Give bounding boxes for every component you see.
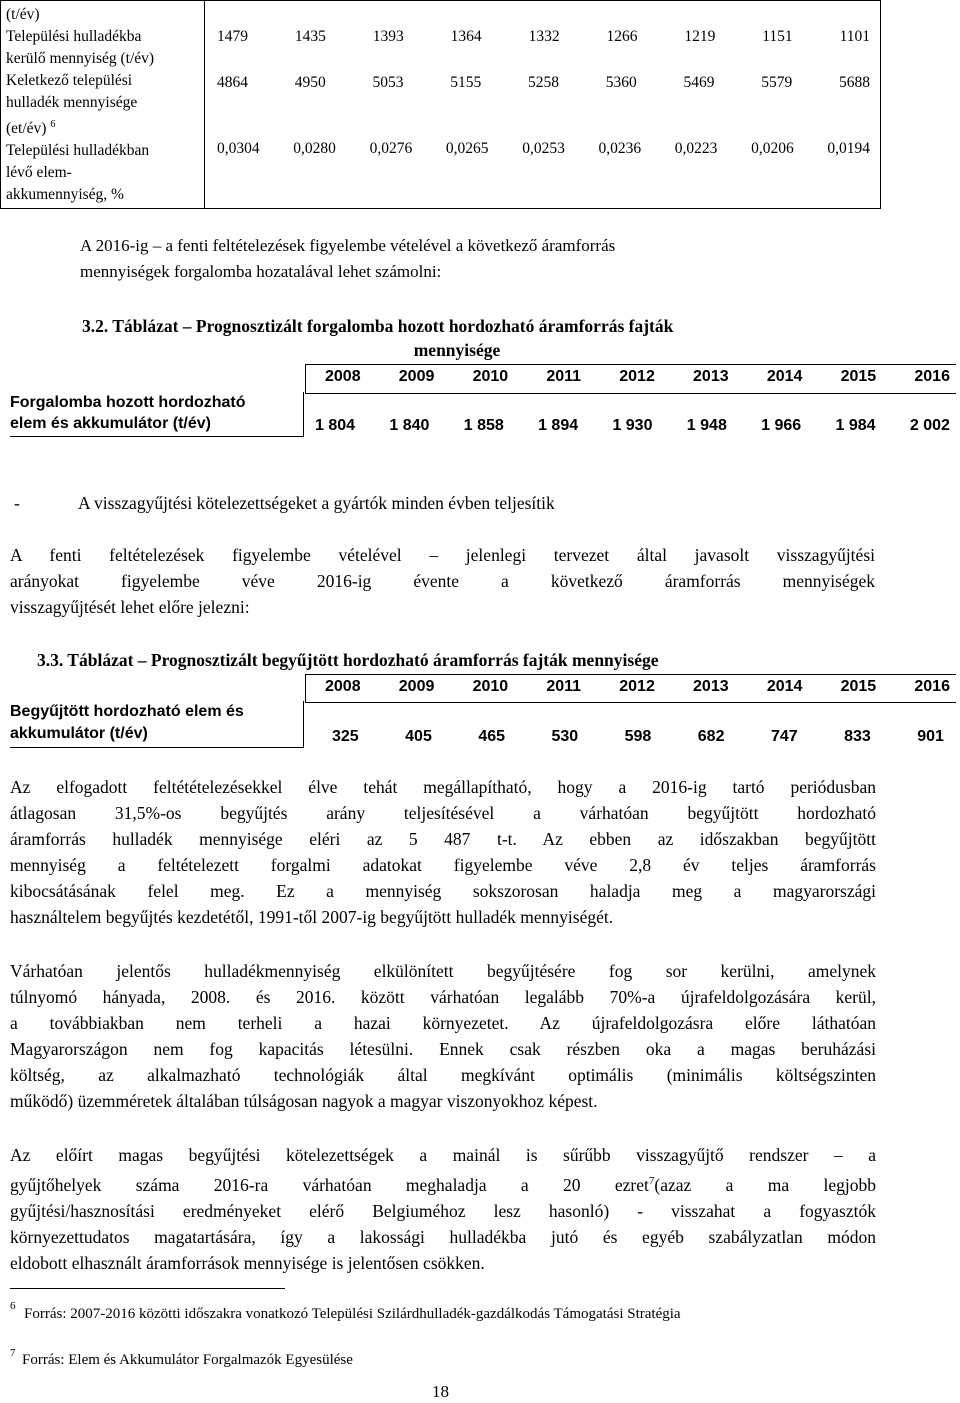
table-row [1,1,881,209]
year: 2013 [693,368,729,385]
year: 2011 [546,678,582,695]
value: 5155 [450,74,482,91]
value: 2 002 [909,417,950,434]
label-line: Települési hulladékban [6,142,150,160]
value: 1 984 [835,417,876,434]
value: 465 [478,728,506,745]
value: 1151 [762,28,793,45]
label-line: akkumennyiség, % [6,186,124,204]
paragraph-recycling [10,958,876,1114]
value: 5579 [761,74,793,91]
text-line: Az előírt magas begyűjtési kötelezettségek a mainál is sűrűbb visszagyűjtő rendszer – a [10,1145,876,1165]
footnote-text: Forrás: 2007-2016 közötti időszakra vonatkozó Települési Szilárdhulladék-gazdálkodás Támogatási Stratégia [24,1306,681,1322]
table-3-2 [10,362,955,440]
values-row [332,728,944,746]
table-3-3 [10,672,955,752]
year: 2014 [766,678,803,695]
value: 0,0280 [293,140,336,157]
caption-line: mennyisége [413,340,501,360]
text-line: környezettudatos magatartására, így a lakossági hulladékba jutó és egyéb szabályzatlan módon [10,1226,876,1247]
text-line: Az elfogadott feltétételezésekkel élve tehát megállapítható, hogy a 2016-ig tartó periódusban [10,777,876,797]
value: 5360 [605,74,637,91]
bullet-item [14,490,814,516]
row-label [10,392,304,437]
year: 2011 [546,368,582,385]
value: 4950 [294,74,326,91]
page-number: 18 [432,1382,449,1401]
label-unit: (t/év) [6,6,40,23]
value: 4864 [217,74,248,91]
text-line: mennyiségek forgalomba hozatalával lehet számolni: [80,262,442,281]
value: 0,0236 [598,140,642,157]
value: 1219 [684,28,716,45]
table-3-2-caption [82,314,832,362]
value: 901 [917,728,944,745]
value: 833 [844,728,871,745]
label-line: lévő elem- [6,164,72,182]
label-line: hulladék mennyisége [6,94,138,111]
value: 325 [332,728,359,745]
value: 1 804 [315,417,356,434]
year: 2016 [914,368,950,385]
year: 2012 [619,678,655,695]
text-line: Várhatóan jelentős hulladékmennyiség elkülönített begyűjtésére fog sor kerülni, amelynek [10,961,876,981]
paragraph-conclusion [10,774,876,930]
value: 5258 [528,74,559,91]
row-label-line: Begyűjtött hordozható elem és [10,703,244,720]
footnote-number: 7 [10,1347,16,1359]
footnote-7 [10,1347,910,1367]
text-line: használtelem begyűjtés kezdetétől, 1991-től 2007-ig begyűjtött hulladék mennyiségét. [10,907,614,927]
value: 1266 [606,28,638,45]
year: 2015 [840,368,877,385]
text-line: gyűjtőhelyek száma 2016-ra várhatóan meghaladja a 20 ezret$^7$(azaz a ma legjobb [10,1174,876,1195]
text-line: túlnyomó hányada, 2008. és 2016. között várhatóan legalább 70%-a újrafeldolgozására kerül, [10,987,876,1007]
text-line: kibocsátásának felel meg. Ez a mennyiség sokszorosan haladja meg a magyarországi [10,881,876,901]
value: 1332 [528,28,560,45]
row-label-line: akkumulátor (t/év) [10,725,148,742]
year: 2012 [619,368,655,385]
year: 2010 [472,678,509,695]
bullet-text: A visszagyűjtési kötelezettségeket a gyártók minden évben teljesítik [78,493,555,513]
value: 0,0276 [369,140,413,157]
value: 0,0253 [522,140,565,157]
value: 0,0194 [827,140,870,157]
value: 598 [624,728,652,745]
intro-paragraph [80,233,870,285]
label-line: kerülő mennyiség (t/év) [6,50,155,67]
text-line: A fenti feltételezések figyelembe vételével – jelenlegi tervezet által javasolt visszagyűjtési [10,545,875,565]
text-line: Magyarországon nem fog kapacitás létesülni. Ennek csak részben oka a magas beruházási [10,1039,876,1059]
footnote-separator [10,1288,285,1289]
value: 530 [551,728,579,745]
value: 1 840 [389,417,430,434]
value: 5469 [683,74,715,91]
year-header [325,368,950,386]
year: 2008 [325,678,361,695]
text-line: A 2016-ig – a fenti feltételezések figyelembe vételével a következő áramforrás [80,236,616,255]
text-line: gyűjtési/hasznosítási eredményeket elérő Belgiuméhoz lesz hasonló) - visszahat a fogyasztók [10,1200,876,1221]
row-label-line: elem és akkumulátor (t/év) [10,415,211,432]
year: 2016 [914,678,950,695]
row-label-line: Forgalomba hozott hordozható [10,394,246,411]
value: 1 948 [686,417,727,434]
value: 405 [405,728,432,745]
year: 2010 [472,368,509,385]
value: 5688 [839,74,870,91]
value: 1 930 [612,417,653,434]
value: 1364 [450,28,482,45]
text-line: költség, az alkalmazható technológiák által megkívánt optimális (minimális költségszinten [10,1065,876,1085]
values-row-hulladekba [205,28,880,46]
label-line: Keletkező települési [6,72,133,89]
value: 0,0304 [217,140,260,157]
values-row-akku-szazalek [205,140,880,158]
bullet-marker: - [14,493,20,513]
value: 747 [770,728,798,745]
text-line: arányokat figyelembe véve 2016-ig évente a következő áramforrás mennyiségek [10,571,875,591]
paragraph-collection-system [10,1142,876,1276]
top-data-table [0,0,881,209]
text-line: áramforrás hulladék mennyisége eléri az 5 487 t-t. Az ebben az időszakban begyűjtött [10,829,876,849]
value: 1 894 [538,417,579,434]
text-line: eldobott elhasznált áramforrások mennyisége is jelentősen csökken. [10,1252,485,1273]
values-row [315,417,950,435]
footnote-text: Forrás: Elem és Akkumulátor Forgalmazók Egyesülése [22,1352,353,1368]
table-3-3-caption: 3.3. Táblázat – Prognosztizált begyűjtött hordozható áramforrás fajták mennyisége [37,650,659,670]
value: 1435 [294,28,326,45]
values-row-keletkezo [205,74,880,92]
value: 0,0206 [751,140,794,157]
year: 2008 [325,368,361,385]
year: 2013 [693,678,729,695]
text-line: átlagosan 31,5%-os begyűjtés arány teljesítésével a várhatóan begyűjtött hordozható [10,803,876,823]
paragraph-forecast [10,542,875,620]
footnote-ref: 7 [648,1175,655,1187]
text-line: mennyiség a feltételezett forgalmi adatokat figyelembe véve 2,8 év teljes áramforrás [10,855,876,875]
label-line: (et/év) $^6$ [6,119,56,138]
footnote-number: 6 [10,1300,16,1312]
year: 2009 [398,678,435,695]
value: 1101 [839,28,870,45]
value: 0,0265 [445,140,489,157]
value: 1393 [372,28,404,45]
year: 2015 [840,678,877,695]
year-header [325,678,950,696]
row-label [10,701,304,748]
footnote-6 [10,1300,910,1320]
value: 1 858 [463,417,504,434]
value: 1479 [217,28,248,45]
footnote-ref: 6 [50,119,56,130]
text-line: a továbbiakban nem terheli a hazai környezetet. Az újrafeldolgozásra előre láthatóan [10,1013,876,1033]
value: 682 [697,728,725,745]
text-line: működő) üzemméretek általában túlságosan nagyok a magyar viszonyokhoz képest. [10,1091,598,1111]
values-cell [205,1,881,209]
value: 5053 [372,74,404,91]
text-line: visszagyűjtését lehet előre jelezni: [10,597,250,617]
row-labels-cell [1,1,205,209]
value: 0,0223 [674,140,718,157]
year: 2014 [766,368,803,385]
label-line: Települési hulladékba [6,28,142,45]
value: 1 966 [761,417,802,434]
caption-line: 3.2. Táblázat – Prognosztizált forgalomba hozott hordozható áramforrás fajták [82,316,674,336]
year: 2009 [398,368,435,385]
